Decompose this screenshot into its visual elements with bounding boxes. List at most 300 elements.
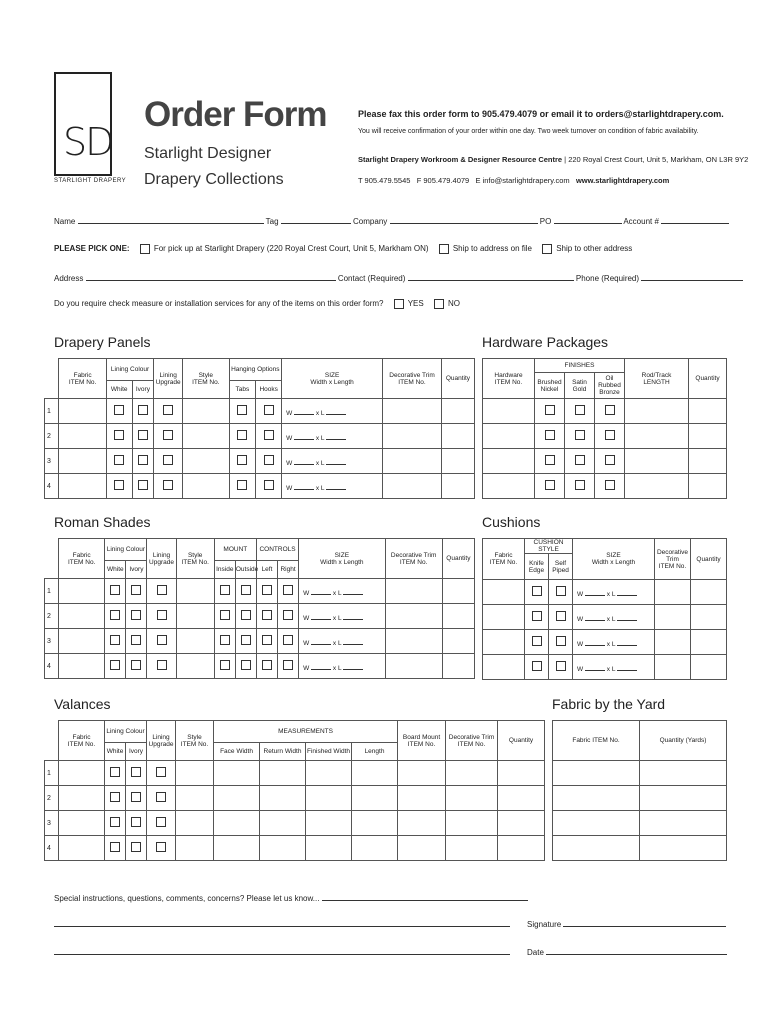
checkbox-cell[interactable]	[525, 605, 549, 630]
entry-cell[interactable]	[59, 399, 106, 424]
option-checkbox[interactable]	[262, 635, 272, 645]
size-cell[interactable]	[282, 449, 383, 474]
option-checkbox[interactable]	[545, 405, 555, 415]
checkbox-cell[interactable]	[147, 579, 176, 604]
entry-cell[interactable]	[352, 811, 398, 836]
checkbox-cell[interactable]	[256, 424, 282, 449]
checkbox-cell[interactable]	[256, 654, 277, 679]
date-field[interactable]	[546, 946, 727, 955]
checkbox-cell[interactable]	[132, 449, 154, 474]
checkbox-cell[interactable]	[106, 424, 132, 449]
option-checkbox[interactable]	[532, 636, 542, 646]
entry-cell[interactable]	[691, 630, 727, 655]
option-checkbox[interactable]	[110, 842, 120, 852]
option-checkbox[interactable]	[157, 610, 167, 620]
checkbox-cell[interactable]	[256, 629, 277, 654]
option-checkbox[interactable]	[283, 585, 293, 595]
entry-cell[interactable]	[176, 579, 214, 604]
checkbox-cell[interactable]	[154, 474, 183, 499]
option-checkbox[interactable]	[131, 610, 141, 620]
entry-cell[interactable]	[691, 580, 727, 605]
option-checkbox[interactable]	[163, 430, 173, 440]
entry-cell[interactable]	[483, 399, 535, 424]
option-checkbox[interactable]	[131, 767, 141, 777]
checkbox-cell[interactable]	[147, 629, 176, 654]
entry-cell[interactable]	[553, 811, 640, 836]
checkbox-cell[interactable]	[106, 399, 132, 424]
option-checkbox[interactable]	[545, 480, 555, 490]
entry-cell[interactable]	[260, 786, 306, 811]
checkbox-cell[interactable]	[126, 579, 147, 604]
entry-cell[interactable]	[260, 761, 306, 786]
checkbox-cell[interactable]	[256, 449, 282, 474]
entry-cell[interactable]	[498, 811, 545, 836]
checkbox-cell[interactable]	[126, 836, 147, 861]
checkbox-cell[interactable]	[595, 449, 625, 474]
checkbox-cell[interactable]	[565, 399, 595, 424]
checkbox-cell[interactable]	[214, 629, 235, 654]
entry-cell[interactable]	[498, 836, 545, 861]
entry-cell[interactable]	[59, 424, 106, 449]
checkbox-cell[interactable]	[126, 786, 147, 811]
checkbox-cell[interactable]	[525, 630, 549, 655]
entry-cell[interactable]	[442, 579, 474, 604]
option-checkbox[interactable]	[157, 660, 167, 670]
checkbox-cell[interactable]	[105, 629, 126, 654]
checkbox-cell[interactable]	[535, 474, 565, 499]
entry-cell[interactable]	[176, 786, 214, 811]
option-checkbox[interactable]	[262, 610, 272, 620]
option-checkbox[interactable]	[110, 792, 120, 802]
entry-cell[interactable]	[398, 786, 446, 811]
option-checkbox[interactable]	[241, 585, 251, 595]
checkbox-cell[interactable]	[565, 449, 595, 474]
checkbox-cell[interactable]	[132, 424, 154, 449]
size-cell[interactable]	[573, 630, 655, 655]
option-checkbox[interactable]	[138, 480, 148, 490]
entry-cell[interactable]	[214, 836, 260, 861]
entry-cell[interactable]	[59, 579, 105, 604]
option-checkbox[interactable]	[114, 480, 124, 490]
entry-cell[interactable]	[59, 604, 105, 629]
pickup-checkbox[interactable]	[140, 244, 150, 254]
option-checkbox[interactable]	[237, 405, 247, 415]
checkbox-cell[interactable]	[278, 629, 299, 654]
option-checkbox[interactable]	[138, 430, 148, 440]
option-checkbox[interactable]	[283, 610, 293, 620]
entry-cell[interactable]	[383, 424, 442, 449]
entry-cell[interactable]	[59, 836, 105, 861]
option-checkbox[interactable]	[262, 585, 272, 595]
yes-checkbox[interactable]	[394, 299, 404, 309]
w-label: W	[577, 590, 584, 598]
option-checkbox[interactable]	[264, 430, 274, 440]
option-checkbox[interactable]	[532, 661, 542, 671]
option-checkbox[interactable]	[163, 405, 173, 415]
entry-cell[interactable]	[446, 836, 498, 861]
entry-cell[interactable]	[689, 424, 727, 449]
size-cell[interactable]	[282, 474, 383, 499]
checkbox-cell[interactable]	[549, 605, 573, 630]
entry-cell[interactable]	[306, 761, 352, 786]
checkbox-cell[interactable]	[535, 449, 565, 474]
size-cell[interactable]	[282, 399, 383, 424]
checkbox-cell[interactable]	[154, 424, 183, 449]
entry-cell[interactable]	[483, 630, 525, 655]
entry-cell[interactable]	[640, 761, 727, 786]
phone-field[interactable]	[641, 272, 743, 281]
entry-cell[interactable]	[640, 811, 727, 836]
tag-field[interactable]	[281, 215, 351, 224]
checkbox-cell[interactable]	[549, 630, 573, 655]
checkbox-cell[interactable]	[214, 654, 235, 679]
option-checkbox[interactable]	[556, 636, 566, 646]
checkbox-cell[interactable]	[535, 424, 565, 449]
option-checkbox[interactable]	[605, 455, 615, 465]
entry-cell[interactable]	[640, 786, 727, 811]
special-field-3[interactable]	[54, 946, 510, 955]
entry-cell[interactable]	[689, 399, 727, 424]
entry-cell[interactable]	[498, 761, 545, 786]
option-checkbox[interactable]	[220, 635, 230, 645]
option-checkbox[interactable]	[605, 480, 615, 490]
checkbox-cell[interactable]	[256, 399, 282, 424]
option-checkbox[interactable]	[283, 635, 293, 645]
entry-cell[interactable]	[625, 424, 689, 449]
entry-cell[interactable]	[625, 399, 689, 424]
entry-cell[interactable]	[483, 424, 535, 449]
checkbox-cell[interactable]	[229, 399, 256, 424]
option-checkbox[interactable]	[264, 480, 274, 490]
checkbox-cell[interactable]	[595, 399, 625, 424]
checkbox-cell[interactable]	[525, 655, 549, 680]
entry-cell[interactable]	[306, 786, 352, 811]
entry-cell[interactable]	[483, 655, 525, 680]
entry-cell[interactable]	[214, 786, 260, 811]
checkbox-cell[interactable]	[147, 654, 176, 679]
option-checkbox[interactable]	[237, 480, 247, 490]
checkbox-cell[interactable]	[278, 579, 299, 604]
checkbox-cell[interactable]	[126, 629, 147, 654]
size-cell[interactable]	[299, 579, 385, 604]
entry-cell[interactable]	[385, 629, 442, 654]
entry-cell[interactable]	[352, 786, 398, 811]
entry-cell[interactable]	[655, 605, 691, 630]
checkbox-cell[interactable]	[565, 474, 595, 499]
option-checkbox[interactable]	[264, 405, 274, 415]
checkbox-cell[interactable]	[278, 654, 299, 679]
entry-cell[interactable]	[442, 629, 474, 654]
entry-cell[interactable]	[183, 424, 229, 449]
confirmation-note: You will receive confirmation of your order within one day. Two week turnover on condition of fabric availability.	[358, 128, 699, 135]
option-checkbox[interactable]	[110, 767, 120, 777]
entry-cell[interactable]	[214, 761, 260, 786]
entry-cell[interactable]	[441, 449, 474, 474]
checkbox-cell[interactable]	[235, 629, 256, 654]
option-checkbox[interactable]	[556, 661, 566, 671]
checkbox-cell[interactable]	[105, 654, 126, 679]
option-checkbox[interactable]	[110, 660, 120, 670]
entry-cell[interactable]	[483, 605, 525, 630]
entry-cell[interactable]	[260, 811, 306, 836]
entry-cell[interactable]	[442, 604, 474, 629]
entry-cell[interactable]	[689, 474, 727, 499]
account-field[interactable]	[661, 215, 729, 224]
name-field[interactable]	[78, 215, 264, 224]
entry-cell[interactable]	[214, 811, 260, 836]
size-cell[interactable]	[299, 654, 385, 679]
entry-cell[interactable]	[446, 761, 498, 786]
option-checkbox[interactable]	[114, 455, 124, 465]
option-checkbox[interactable]	[156, 842, 166, 852]
option-checkbox[interactable]	[131, 635, 141, 645]
option-checkbox[interactable]	[264, 455, 274, 465]
option-checkbox[interactable]	[220, 610, 230, 620]
entry-cell[interactable]	[441, 424, 474, 449]
option-checkbox[interactable]	[220, 585, 230, 595]
checkbox-cell[interactable]	[132, 399, 154, 424]
option-checkbox[interactable]	[131, 842, 141, 852]
entry-cell[interactable]	[655, 630, 691, 655]
option-checkbox[interactable]	[131, 660, 141, 670]
entry-cell[interactable]	[398, 811, 446, 836]
ship-other-checkbox[interactable]	[542, 244, 552, 254]
option-checkbox[interactable]	[131, 585, 141, 595]
option-checkbox[interactable]	[157, 585, 167, 595]
entry-cell[interactable]	[655, 580, 691, 605]
checkbox-cell[interactable]	[595, 474, 625, 499]
entry-cell[interactable]	[483, 449, 535, 474]
entry-cell[interactable]	[398, 761, 446, 786]
option-checkbox[interactable]	[163, 455, 173, 465]
size-cell[interactable]	[573, 580, 655, 605]
checkbox-cell[interactable]	[147, 786, 176, 811]
checkbox-cell[interactable]	[126, 761, 147, 786]
option-checkbox[interactable]	[605, 430, 615, 440]
entry-cell[interactable]	[306, 836, 352, 861]
entry-cell[interactable]	[176, 654, 214, 679]
entry-cell[interactable]	[446, 786, 498, 811]
checkbox-cell[interactable]	[132, 474, 154, 499]
checkbox-cell[interactable]	[105, 604, 126, 629]
w-label: W	[577, 615, 584, 623]
entry-cell[interactable]	[176, 604, 214, 629]
option-checkbox[interactable]	[532, 586, 542, 596]
checkbox-cell[interactable]	[235, 579, 256, 604]
option-checkbox[interactable]	[157, 635, 167, 645]
no-checkbox[interactable]	[434, 299, 444, 309]
checkbox-cell[interactable]	[106, 474, 132, 499]
contact-label: Contact (Required)	[337, 274, 406, 283]
checkbox-cell[interactable]	[106, 449, 132, 474]
checkbox-cell[interactable]	[147, 761, 176, 786]
entry-cell[interactable]	[59, 474, 106, 499]
option-checkbox[interactable]	[156, 767, 166, 777]
checkbox-cell[interactable]	[105, 579, 126, 604]
entry-cell[interactable]	[183, 449, 229, 474]
entry-cell[interactable]	[352, 836, 398, 861]
po-field[interactable]	[554, 215, 622, 224]
option-checkbox[interactable]	[110, 585, 120, 595]
entry-cell[interactable]	[176, 629, 214, 654]
option-checkbox[interactable]	[283, 660, 293, 670]
checkbox-cell[interactable]	[147, 836, 176, 861]
entry-cell[interactable]	[441, 399, 474, 424]
entry-cell[interactable]	[498, 786, 545, 811]
company-field[interactable]	[390, 215, 538, 224]
entry-cell[interactable]	[383, 449, 442, 474]
entry-cell[interactable]	[59, 761, 105, 786]
entry-cell[interactable]	[385, 604, 442, 629]
option-checkbox[interactable]	[241, 610, 251, 620]
size-cell[interactable]	[573, 605, 655, 630]
option-checkbox[interactable]	[575, 455, 585, 465]
checkbox-cell[interactable]	[105, 786, 126, 811]
option-checkbox[interactable]	[156, 817, 166, 827]
entry-cell[interactable]	[691, 605, 727, 630]
checkbox-cell[interactable]	[525, 580, 549, 605]
option-checkbox[interactable]	[532, 611, 542, 621]
entry-cell[interactable]	[385, 654, 442, 679]
size-cell[interactable]	[282, 424, 383, 449]
website[interactable]: www.starlightdrapery.com	[575, 176, 670, 185]
checkbox-cell[interactable]	[535, 399, 565, 424]
option-checkbox[interactable]	[556, 586, 566, 596]
checkbox-cell[interactable]	[154, 399, 183, 424]
option-checkbox[interactable]	[262, 660, 272, 670]
checkbox-cell[interactable]	[105, 811, 126, 836]
option-checkbox[interactable]	[110, 635, 120, 645]
col-deco-item: ITEM No.	[399, 558, 428, 566]
option-checkbox[interactable]	[163, 480, 173, 490]
option-checkbox[interactable]	[241, 635, 251, 645]
entry-cell[interactable]	[59, 449, 106, 474]
checkbox-cell[interactable]	[229, 424, 256, 449]
size-cell[interactable]	[573, 655, 655, 680]
checkbox-cell[interactable]	[229, 474, 256, 499]
entry-cell[interactable]	[383, 399, 442, 424]
entry-cell[interactable]	[59, 786, 105, 811]
entry-cell[interactable]	[553, 836, 640, 861]
option-checkbox[interactable]	[237, 430, 247, 440]
entry-cell[interactable]	[352, 761, 398, 786]
contact-field[interactable]	[408, 272, 574, 281]
ship-file-checkbox[interactable]	[439, 244, 449, 254]
option-checkbox[interactable]	[545, 430, 555, 440]
checkbox-cell[interactable]	[126, 811, 147, 836]
option-checkbox[interactable]	[220, 660, 230, 670]
size-cell[interactable]	[299, 604, 385, 629]
col-measurements: MEASUREMENTS	[214, 721, 398, 743]
entry-cell[interactable]	[625, 474, 689, 499]
option-checkbox[interactable]	[131, 792, 141, 802]
entry-cell[interactable]	[553, 761, 640, 786]
entry-cell[interactable]	[59, 811, 105, 836]
option-checkbox[interactable]	[605, 405, 615, 415]
entry-cell[interactable]	[176, 761, 214, 786]
checkbox-cell[interactable]	[256, 579, 277, 604]
checkbox-cell[interactable]	[126, 654, 147, 679]
option-checkbox[interactable]	[575, 480, 585, 490]
entry-cell[interactable]	[176, 811, 214, 836]
checkbox-cell[interactable]	[256, 604, 277, 629]
special-field-1[interactable]	[322, 892, 528, 901]
option-checkbox[interactable]	[556, 611, 566, 621]
option-checkbox[interactable]	[110, 817, 120, 827]
entry-cell[interactable]	[691, 655, 727, 680]
entry-cell[interactable]	[59, 629, 105, 654]
entry-cell[interactable]	[183, 474, 229, 499]
option-checkbox[interactable]	[237, 455, 247, 465]
checkbox-cell[interactable]	[105, 836, 126, 861]
col-deco: Decorative Trim	[389, 371, 435, 379]
entry-cell[interactable]	[483, 474, 535, 499]
checkbox-cell[interactable]	[154, 449, 183, 474]
checkbox-cell[interactable]	[126, 604, 147, 629]
option-checkbox[interactable]	[575, 430, 585, 440]
email[interactable]: E info@starlightdrapery.com	[475, 176, 570, 185]
option-checkbox[interactable]	[545, 455, 555, 465]
entry-cell[interactable]	[59, 654, 105, 679]
checkbox-cell[interactable]	[549, 580, 573, 605]
address-field[interactable]	[86, 272, 336, 281]
size-cell[interactable]	[299, 629, 385, 654]
option-checkbox[interactable]	[156, 792, 166, 802]
checkbox-cell[interactable]	[105, 761, 126, 786]
entry-cell[interactable]	[655, 655, 691, 680]
entry-cell[interactable]	[689, 449, 727, 474]
entry-cell[interactable]	[383, 474, 442, 499]
checkbox-cell[interactable]	[278, 604, 299, 629]
checkbox-cell[interactable]	[256, 474, 282, 499]
option-checkbox[interactable]	[138, 405, 148, 415]
entry-cell[interactable]	[640, 836, 727, 861]
option-checkbox[interactable]	[138, 455, 148, 465]
option-checkbox[interactable]	[575, 405, 585, 415]
checkbox-cell[interactable]	[235, 604, 256, 629]
checkbox-cell[interactable]	[214, 604, 235, 629]
checkbox-cell[interactable]	[235, 654, 256, 679]
entry-cell[interactable]	[625, 449, 689, 474]
w-label: W	[303, 664, 310, 672]
checkbox-cell[interactable]	[214, 579, 235, 604]
entry-cell[interactable]	[306, 811, 352, 836]
checkbox-cell[interactable]	[147, 811, 176, 836]
option-checkbox[interactable]	[131, 817, 141, 827]
entry-cell[interactable]	[441, 474, 474, 499]
special-field-2[interactable]	[54, 918, 510, 927]
entry-cell[interactable]	[385, 579, 442, 604]
entry-cell[interactable]	[446, 811, 498, 836]
option-checkbox[interactable]	[110, 610, 120, 620]
checkbox-cell[interactable]	[565, 424, 595, 449]
entry-cell[interactable]	[260, 836, 306, 861]
option-checkbox[interactable]	[114, 405, 124, 415]
entry-cell[interactable]	[442, 654, 474, 679]
option-checkbox[interactable]	[114, 430, 124, 440]
checkbox-cell[interactable]	[549, 655, 573, 680]
checkbox-cell[interactable]	[147, 604, 176, 629]
checkbox-cell[interactable]	[595, 424, 625, 449]
checkbox-cell[interactable]	[229, 449, 256, 474]
entry-cell[interactable]	[183, 399, 229, 424]
entry-cell[interactable]	[553, 786, 640, 811]
entry-cell[interactable]	[398, 836, 446, 861]
entry-cell[interactable]	[176, 836, 214, 861]
entry-cell[interactable]	[483, 580, 525, 605]
option-checkbox[interactable]	[241, 660, 251, 670]
signature-field[interactable]	[563, 918, 726, 927]
